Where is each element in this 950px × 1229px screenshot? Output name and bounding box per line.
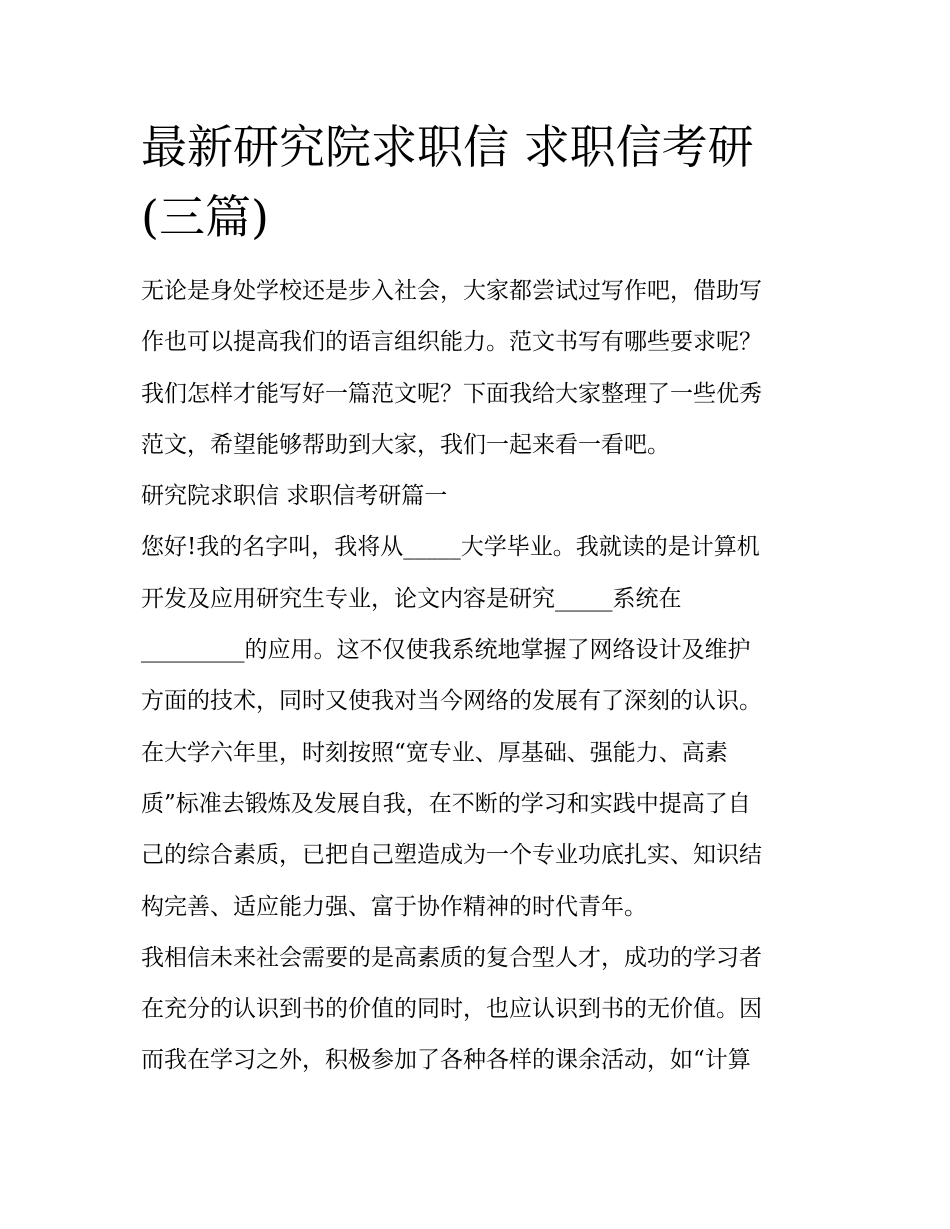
text-line: 质”标准去锻炼及发展自我，在不断的学习和实践中提高了自 <box>141 790 751 817</box>
title-line: (三篇) <box>141 190 269 244</box>
section-heading: 研究院求职信 求职信考研篇一 <box>141 483 448 510</box>
text-line: 作也可以提高我们的语言组织能力。范文书写有哪些要求呢？ <box>141 329 762 356</box>
text-line: 范文，希望能够帮助到大家，我们一起来看一看吧。 <box>141 431 670 458</box>
text-line: 我相信未来社会需要的是高素质的复合型人才，成功的学习者 <box>141 944 762 971</box>
body-paragraph-2 <box>141 933 813 1087</box>
text-line: 己的综合素质，已把自己塑造成为一个专业功底扎实、知识结 <box>141 842 762 869</box>
text-line: _________的应用。这不仅使我系统地掌握了网络设计及维护 <box>141 637 751 664</box>
text-line: 在大学六年里，时刻按照“宽专业、厚基础、强能力、高素 <box>141 739 728 766</box>
page-title <box>141 112 813 252</box>
text-line: 在充分的认识到书的价值的同时，也应认识到书的无价值。因 <box>141 996 762 1023</box>
text-line: 而我在学习之外，积极参加了各种各样的课余活动，如“计算 <box>141 1047 751 1074</box>
body-paragraph-1 <box>141 522 813 932</box>
intro-paragraph <box>141 266 813 471</box>
text-line: 我们怎样才能写好一篇范文呢？下面我给大家整理了一些优秀 <box>141 380 762 407</box>
text-line: 您好!我的名字叫，我将从_____大学毕业。我就读的是计算机 <box>141 534 760 561</box>
text-line: 无论是身处学校还是步入社会，大家都尝试过写作吧，借助写 <box>141 278 762 304</box>
text-line: 方面的技术，同时又使我对当今网络的发展有了深刻的认识。 <box>141 688 762 715</box>
text-line: 开发及应用研究生专业，论文内容是研究_____系统在 <box>141 585 682 612</box>
document-body <box>141 112 813 1087</box>
title-line: 最新研究院求职信 求职信考研 <box>141 120 754 174</box>
text-line: 构完善、适应能力强、富于协作精神的时代青年。 <box>141 893 647 920</box>
